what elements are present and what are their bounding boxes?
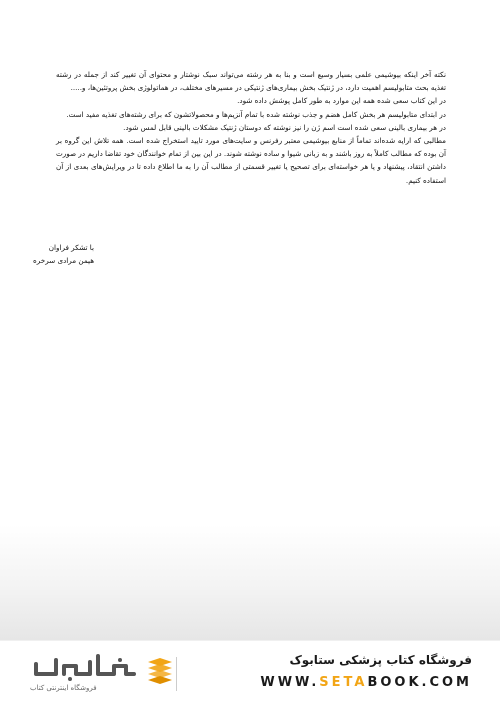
- setabook-logo: [14, 652, 174, 696]
- signature-closing: با تشکر فراوان: [48, 243, 94, 252]
- logo-tagline: فروشگاه اینترنتی کتاب: [30, 684, 97, 692]
- url-suffix: BOOK.COM: [367, 675, 472, 690]
- paragraph-closing-note: نکته آخر اینکه بیوشیمی علمی بسیار وسیع است و بنا به هر رشته می‌تواند سبک نوشتار و محتوای آن تغییر کند از جمله در رشته تغذیه بحث متابولیسم اهمیت دارد، در ژنتیک بخش بیماری‌های ژنتیکی در مسیرهای مختلف، در هماتولوژی بخش پروتئین‌ها، و.....: [56, 70, 446, 93]
- preface-body: [56, 68, 446, 187]
- book-stack-icon: [146, 656, 174, 690]
- paragraph-coverage: در این کتاب سعی شده همه این موارد به طور کامل پوشش داده شود.: [237, 96, 446, 106]
- paragraph-sources: مطالبی که ارایه شده‌اند تماماً از منابع بیوشیمی معتبر رفرنس و سایت‌های مورد تایید استخراج شده است. همه تلاش این گروه بر آن بوده که مطالب کاملاً به روز باشند و به زبانی شیوا و ساده نوشته شوند. در این بین از تمام خوانندگان خود تقاضا داریم در صورت داشتن انتقاد، پیشنهاد و یا هر خواسته‌ای برای تصحیح یا تغییر قسمتی از مطالب آن را به ما اطلاع داده تا در ویرایش‌های بعدی از آن استفاده کنیم.: [56, 136, 446, 185]
- signature-block: [33, 241, 94, 267]
- paragraph-metabolism: در ابتدای متابولیسم هر بخش کامل هضم و جذب نوشته شده با تمام آنزیم‌ها و محصولاتشون که برای رشته‌های تغذیه مفید است.: [66, 109, 446, 119]
- footer-divider: [176, 657, 177, 691]
- site-url[interactable]: [260, 675, 472, 690]
- paragraph-clinical: در هر بیماری بالینی سعی شده است اسم ژن را نیز نوشته که دوستان ژنتیک مشکلات بالینی قابل لمس شود.: [123, 122, 446, 132]
- signature-author: هیمن مرادی سرخره: [33, 256, 94, 266]
- logo-wordmark: [30, 652, 142, 684]
- url-prefix: WWW.: [260, 675, 320, 690]
- url-accent: SETA: [319, 675, 368, 690]
- store-name: فروشگاه کتاب پزشکی ستابوک: [289, 653, 472, 667]
